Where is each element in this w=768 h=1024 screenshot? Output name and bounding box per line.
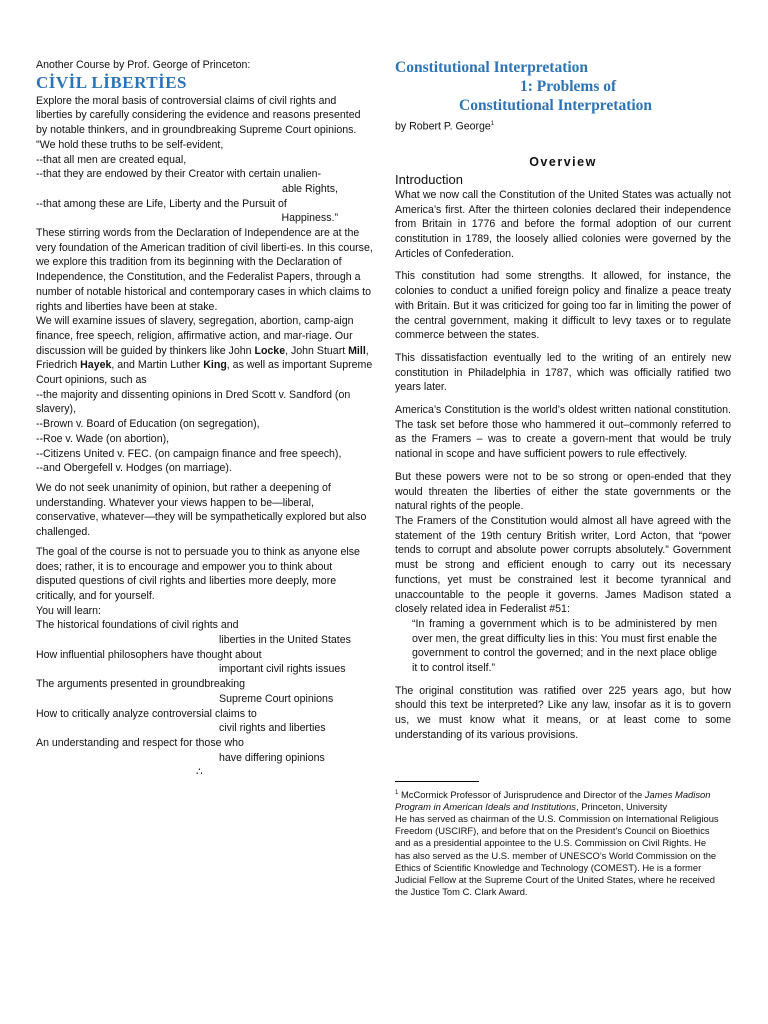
course-ad-column	[36, 58, 374, 780]
quote-line: able Rights,	[282, 182, 338, 195]
introduction-heading: Introduction	[395, 171, 463, 187]
lecture-column	[395, 58, 731, 899]
paragraph: This dissatisfaction eventually led to the writing of an entirely new constitution in Philadelphia in 1787, which was officially ratified two years later.	[395, 351, 731, 394]
course-title: CİVİL LİBERTİES	[36, 72, 187, 92]
overview-heading: Overview	[529, 155, 597, 170]
learn-item: How influential philosophers have thought about	[36, 648, 262, 661]
course-intro-line: Another Course by Prof. George of Princeton:	[36, 59, 251, 71]
name-locke: Locke	[254, 344, 286, 357]
learn-item: The historical foundations of civil rights and	[36, 619, 239, 632]
case-item: --and Obergefell v. Hodges (on marriage).	[36, 462, 232, 475]
learn-item-sub: important civil rights issues	[219, 663, 346, 676]
name-hayek: Hayek	[80, 359, 112, 372]
paragraph-ratified: The original constitution was ratified over 225 years ago, but how should this text be interpreted? Like any law, insofar as it is to govern us, we must know what it means, or at least come to some understanding of its various provisions.	[395, 684, 731, 741]
lecture-title-line: Constitutional Interpretation	[395, 59, 589, 76]
paragraph-framers: The Framers of the Constitution would almost all have agreed with the statement of the 19th century British writer, Lord Acton, that “power tends to corrupt and absolute power corrupts absolutely.” Government must be strong and efficient enough to carry out its necessary functions, yet must be constrained lest it become tyrannical and unaccountable to the people it governs. James Madison stated a closely related idea in Federalist #51:	[395, 515, 731, 616]
quote-line: --that they are endowed by their Creator with certain unalien-	[36, 168, 322, 181]
footnote-divider	[395, 781, 479, 782]
learn-item-sub: civil rights and liberties	[219, 722, 326, 735]
madison-quote: “In framing a government which is to be administered by men over men, the great difficulty lies in this: You must first enable the government to control the governed; and in the next place oblige it to control itself.”	[412, 617, 717, 675]
paragraph: This constitution had some strengths. It allowed, for instance, the colonies to conduct a unified foreign policy and finalize a peace treaty with Britain. But it was criticized for going too far in limiting the power of the central government, making it difficult to levy taxes or to regulate commerce between the states.	[395, 270, 731, 342]
byline: by Robert P. George$^1$	[395, 120, 495, 133]
learn-item: How to critically analyze controversial claims to	[36, 707, 257, 720]
cases-list	[36, 388, 374, 476]
learn-list	[36, 618, 374, 765]
learn-item-sub: liberties in the United States	[219, 634, 351, 647]
paragraph-stirring-words: These stirring words from the Declaration of Independence are at the very foundation of the American tradition of civil liberti-es. In this course, we explore this tradition from its beginning with the Declaration of Independence, the Constitution, and the Federalist Papers, through a number of notable historical and contemporary cases in which claims to rights and liberties have been at stake.	[36, 227, 373, 313]
paragraph-powers: But these powers were not to be so strong or open-ended that they would threaten the liberties of either the state governments or the natural rights of the people.	[395, 470, 731, 513]
paragraph-unanimity: We do not seek unanimity of opinion, but rather a deepening of understanding. Whatever your views happen to be—liberal, conservative, whatever—they will be sympathetically explored but also challenged.	[36, 481, 367, 539]
paragraph: What we now call the Constitution of the United States was actually not America’s first. After the thirteen colonies declared their independence from Britain in 1776 and before the formal adoption of our current constitution in 1789, the loosely allied colonies were governed by the Articles of Confederation.	[395, 188, 731, 260]
learn-item-sub: have differing opinions	[219, 751, 325, 764]
quote-line: "We hold these truths to be self-evident,	[36, 138, 224, 151]
case-item: --Roe v. Wade (on abortion),	[36, 432, 170, 445]
quote-line: Happiness.”	[281, 212, 338, 225]
case-item: --the majority and dissenting opinions in Dred Scott v. Sandford (on slavery),	[36, 388, 351, 416]
name-king: King	[203, 359, 227, 372]
name-mill: Mill	[348, 344, 366, 357]
course-description: Explore the moral basis of controversial claims of civil rights and liberties by carefully considering the evidence and reasons presented by notable thinkers, and in groundbreaking Supreme Court opinions.	[36, 94, 361, 137]
case-item: --Brown v. Board of Education (on segregation),	[36, 418, 260, 431]
learn-item-sub: Supreme Court opinions	[219, 692, 334, 705]
case-item: --Citizens United v. FEC. (on campaign finance and free speech),	[36, 447, 342, 460]
paragraph: America’s Constitution is the world’s oldest written national constitution. The task set before those who hammered it out–commonly referred to as the Framers – was to create a govern-ment that would be truly national in scope and have sufficient powers to rule effectively.	[395, 404, 731, 461]
you-will-learn-label: You will learn:	[36, 604, 101, 617]
lecture-title-line: Constitutional Interpretation	[459, 97, 653, 114]
paragraph-examine-issues: We will examine issues of slavery, segregation, abortion, camp-aign finance, free speech, religion, affirmative action, and mar-riage. Our discussion will be guided by thinkers like John Locke, John Stuart Mill, Friedrich Hayek, and Martin Luther King, as well as important Supreme Court opinions, such as	[36, 315, 373, 387]
quote-line: --that among these are Life, Liberty and the Pursuit of	[36, 197, 287, 210]
quote-line: --that all men are created equal,	[36, 153, 187, 166]
footnote-program-name: James Madison Program in American Ideals and Institutions	[395, 788, 711, 812]
footnote-line: $^1$ McCormick Professor of Jurisprudence and Director of the James Madison Program in American Ideals and Institutions, Princeton, University	[395, 788, 711, 812]
lecture-title-line: 1: Problems of	[520, 78, 617, 95]
footnote	[395, 787, 731, 899]
footnote-ref[interactable]: 1	[490, 121, 495, 127]
declaration-quote	[36, 138, 374, 226]
therefore-icon: ∴	[196, 766, 203, 779]
paragraph-goal: The goal of the course is not to persuade you to think as anyone else does; rather, it is to encourage and empower you to think about disputed questions of civil rights and liberties more deeply, more critically, and for yourself.	[36, 545, 360, 602]
learn-item: The arguments presented in groundbreaking	[36, 678, 246, 691]
learn-item: An understanding and respect for those who	[36, 736, 244, 749]
footnote-body: He has served as chairman of the U.S. Commission on International Religious Freedom (USCIRF), and before that on the President’s Council on Bioethics and as a presidential appointee to the U.S. Commission on Civil Rights. He has also served as the U.S. member of UNESCO’s World Commission on the Ethics of Scientific Knowledge and Technology (COMEST). He is a former Judicial Fellow at the Supreme Court of the United States, where he received the Justice Tom C. Clark Award.	[395, 813, 719, 898]
